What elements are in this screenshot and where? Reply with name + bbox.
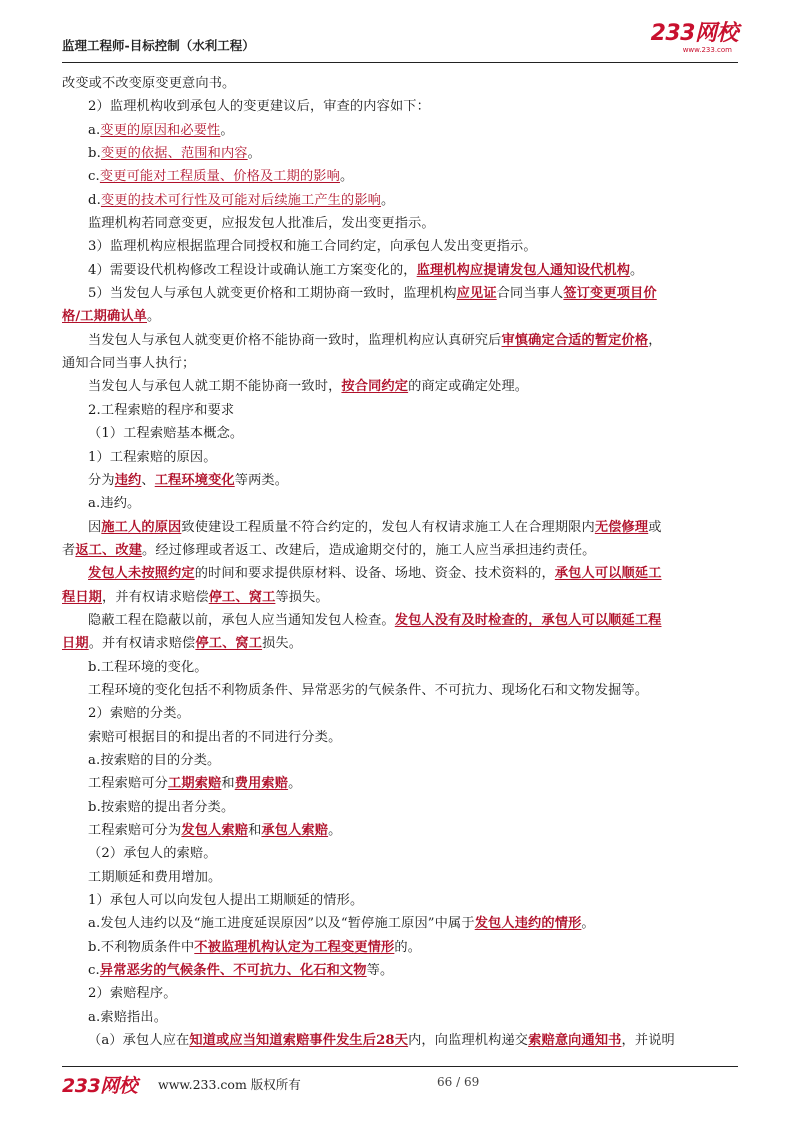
text-line — [62, 842, 742, 865]
body-text: 监理机构若同意变更，应报发包人批准后，发出变更指示。 — [88, 216, 435, 232]
body-text: 的。 — [394, 939, 422, 955]
text-line — [62, 702, 742, 725]
body-text: 。 — [247, 146, 261, 162]
body-text: 工程索赔可分为 — [88, 823, 182, 838]
document-body — [62, 72, 742, 1052]
body-text: c. — [88, 963, 100, 979]
body-text: 2）监理机构收到承包人的变更建议后，审查的内容如下： — [88, 99, 430, 115]
highlighted-text: 费用索赔 — [234, 776, 289, 792]
text-line — [62, 375, 742, 398]
body-text: d. — [88, 192, 101, 208]
body-text: 合同当事人 — [496, 286, 564, 302]
highlighted-text: 返工、改建 — [75, 542, 143, 558]
text-line — [62, 726, 742, 749]
body-text: 者 — [62, 542, 76, 558]
text-line — [62, 679, 742, 702]
text-line — [62, 889, 742, 912]
highlighted-text: 承包人可以顺延工 — [554, 566, 662, 582]
page-footer — [62, 1066, 738, 1097]
body-text: 。经过修理或者返工、改建后，造成逾期交付的，施工人应当承担违约责任。 — [142, 542, 596, 558]
body-text: 。 — [220, 122, 234, 138]
body-text: 5）当发包人与承包人就变更价格和工期协商一致时，监理机构 — [88, 286, 457, 302]
highlighted-text: 异常恶劣的气候条件、不可抗力、化石和文物 — [99, 963, 367, 979]
document-title: 监理工程师-目标控制（水利工程） — [62, 38, 255, 53]
text-line — [62, 982, 742, 1005]
text-line — [62, 562, 742, 585]
highlighted-text: 工程环境变化 — [154, 472, 235, 488]
body-text: 。 — [328, 823, 342, 838]
highlighted-text: 承包人索赔 — [261, 823, 329, 838]
highlighted-text: 知道或应当知道索赔事件发生后28天 — [189, 1033, 409, 1049]
text-line — [62, 259, 742, 282]
text-line — [62, 422, 742, 445]
text-line — [62, 819, 742, 842]
highlighted-text: 格/工期确认单 — [62, 309, 147, 325]
body-text: 损失。 — [262, 636, 303, 652]
body-text: 当发包人与承包人就工期不能协商一致时， — [88, 379, 342, 395]
body-text: 工程环境的变化包括不利物质条件、异常恶劣的气候条件、不可抗力、现场化石和文物发掘等。 — [88, 682, 649, 698]
text-line — [62, 469, 742, 492]
body-text: b.工程环境的变化。 — [88, 659, 208, 675]
body-text: a.按索赔的目的分类。 — [88, 752, 221, 768]
body-text: a.发包人违约以及“施工进度延误原因”以及“暂停施工原因”中属于 — [88, 916, 475, 932]
highlighted-text: 变更的依据、范围和内容 — [100, 146, 248, 162]
text-line — [62, 912, 742, 935]
body-text: 等损失。 — [275, 589, 329, 605]
body-text: 分为 — [88, 472, 115, 488]
body-text: 工程索赔可分 — [88, 776, 169, 792]
body-text: 。并有权请求赔偿 — [88, 636, 196, 652]
body-text: 3）监理机构应根据监理合同授权和施工合同约定，向承包人发出变更指示。 — [88, 239, 537, 255]
body-text: 1）工程索赔的原因。 — [88, 449, 217, 465]
highlighted-text: 应见证 — [456, 286, 497, 302]
highlighted-text: 日期 — [62, 636, 89, 652]
body-text: 。 — [288, 776, 302, 792]
body-text: 、 — [141, 472, 155, 488]
body-text: 致使建设工程质量不符合约定的，发包人有权请求施工人在合理期限内 — [181, 519, 595, 535]
body-text: 和 — [221, 776, 235, 792]
body-text: 改变或不改变原变更意向书。 — [62, 76, 236, 91]
text-line — [62, 399, 742, 422]
body-text: 4）需要设代机构修改工程设计或确认施工方案变化的， — [88, 262, 417, 278]
highlighted-text: 施工人的原因 — [101, 519, 182, 535]
highlighted-text: 发包人未按照约定 — [88, 566, 195, 582]
body-text: 的时间和要求提供原材料、设备、场地、资金、技术资料的， — [194, 566, 555, 582]
highlighted-text: 签订变更项目价 — [563, 286, 657, 302]
highlighted-text: 违约 — [114, 472, 142, 488]
body-text: 1）承包人可以向发包人提出工期顺延的情形。 — [88, 893, 364, 909]
footer-copyright: www.233.com 版权所有 — [158, 1077, 301, 1092]
text-line — [62, 656, 742, 679]
text-line — [62, 609, 742, 632]
text-line — [62, 1006, 742, 1029]
text-line — [62, 492, 742, 515]
body-text: 2）索赔的分类。 — [88, 706, 190, 722]
text-line — [62, 446, 742, 469]
highlighted-text: 审慎确定合适的暂定价格 — [501, 332, 649, 348]
body-text: 当发包人与承包人就变更价格不能协商一致时，监理机构应认真研究后 — [88, 332, 502, 348]
text-line — [62, 212, 742, 235]
body-text: 。 — [581, 916, 595, 932]
body-text: 内，向监理机构递交 — [408, 1033, 529, 1049]
body-text: 的商定或确定处理。 — [408, 379, 529, 395]
highlighted-text: 无偿修理 — [594, 519, 649, 535]
body-text: b. — [88, 146, 101, 162]
body-text: a. — [88, 122, 101, 138]
text-line — [62, 796, 742, 819]
body-text: 或 — [648, 519, 662, 535]
text-line — [62, 189, 742, 212]
body-text: 等两类。 — [234, 472, 289, 488]
body-text: （2）承包人的索赔。 — [88, 846, 217, 862]
body-text: 。 — [147, 309, 161, 325]
body-text: 2）索赔程序。 — [88, 986, 177, 1002]
text-line — [62, 72, 742, 95]
text-line — [62, 1029, 742, 1052]
body-text: （a）承包人应在 — [88, 1033, 190, 1049]
body-text: 因 — [88, 519, 102, 535]
highlighted-text: 工期索赔 — [168, 776, 222, 792]
page-number: 66 / 69 — [437, 1075, 480, 1089]
text-line — [62, 516, 742, 539]
highlighted-text: 发包人没有及时检查的，承包人可以顺延工程 — [394, 612, 662, 628]
body-text: ，并有权请求赔偿 — [102, 589, 209, 605]
body-text: 2.工程索赔的程序和要求 — [88, 402, 235, 418]
highlighted-text: 不被监理机构认定为工程变更情形 — [194, 939, 395, 955]
body-text: 索赔可根据目的和提出者的不同进行分类。 — [88, 729, 342, 745]
highlighted-text: 发包人违约的情形 — [474, 916, 582, 932]
text-line — [62, 352, 742, 375]
body-text: a.违约。 — [88, 496, 141, 512]
text-line — [62, 959, 742, 982]
body-text: ， — [648, 332, 662, 348]
text-line — [62, 119, 742, 142]
body-text: （1）工程索赔基本概念。 — [88, 426, 244, 442]
highlighted-text: 停工、窝工 — [208, 589, 276, 605]
highlighted-text: 程日期 — [62, 589, 103, 605]
text-line — [62, 235, 742, 258]
highlighted-text: 变更的技术可行性及可能对后续施工产生的影响 — [100, 192, 382, 208]
highlighted-text: 索赔意向通知书 — [528, 1033, 622, 1049]
text-line — [62, 329, 742, 352]
highlighted-text: 变更可能对工程质量、价格及工期的影响 — [99, 169, 340, 185]
highlighted-text: 按合同约定 — [341, 379, 409, 395]
body-text: 和 — [248, 823, 262, 838]
body-text: 。 — [381, 192, 395, 208]
highlighted-text: 发包人索赔 — [181, 823, 249, 838]
footer-logo: 233网校 — [62, 1075, 138, 1097]
text-line — [62, 632, 742, 655]
highlighted-text: 监理机构应提请发包人通知设代机构 — [416, 262, 631, 278]
page-header — [62, 20, 738, 63]
text-line — [62, 305, 742, 328]
brand-logo-url: www.233.com — [682, 46, 732, 54]
text-line — [62, 586, 742, 609]
text-line — [62, 772, 742, 795]
text-line — [62, 936, 742, 959]
text-line — [62, 866, 742, 889]
body-text: 隐蔽工程在隐蔽以前，承包人应当通知发包人检查。 — [88, 612, 395, 628]
brand-logo-text: 233网校 — [650, 21, 738, 46]
highlighted-text: 停工、窝工 — [195, 636, 263, 652]
body-text: b.不利物质条件中 — [88, 939, 195, 955]
body-text: 等。 — [366, 963, 394, 979]
text-line — [62, 539, 742, 562]
body-text: 。 — [339, 169, 354, 185]
highlighted-text: 变更的原因和必要性 — [100, 122, 221, 138]
text-line — [62, 749, 742, 772]
text-line — [62, 165, 742, 188]
body-text: 。 — [630, 262, 644, 278]
body-text: ，并说明 — [621, 1033, 675, 1049]
brand-logo — [651, 22, 738, 55]
body-text: 通知合同当事人执行； — [62, 356, 196, 372]
body-text: c. — [88, 169, 100, 185]
body-text: b.按索赔的提出者分类。 — [88, 799, 235, 815]
text-line — [62, 142, 742, 165]
body-text: 工期顺延和费用增加。 — [88, 869, 222, 885]
body-text: a.索赔指出。 — [88, 1009, 168, 1025]
text-line — [62, 282, 742, 305]
text-line — [62, 95, 742, 118]
